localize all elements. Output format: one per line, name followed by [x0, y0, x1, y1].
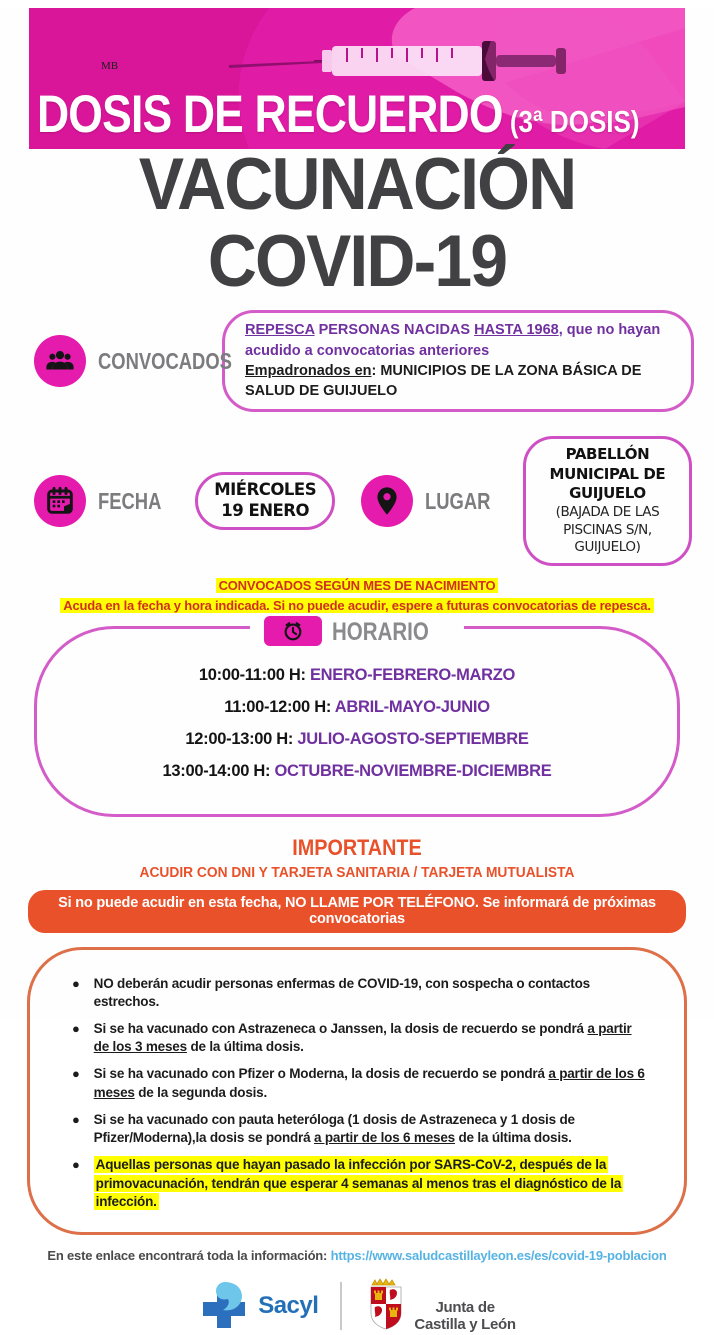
banner-title-main: DOSIS DE RECUERDO: [37, 85, 503, 144]
link-prefix: En este enlace encontrará toda la información:: [47, 1248, 331, 1264]
list-item: [58, 1111, 650, 1147]
horario-heading: [250, 614, 464, 646]
horario-label: HORARIO: [331, 617, 429, 646]
bullet-icon: ●: [72, 1157, 80, 1173]
header-banner: [29, 8, 685, 149]
page-title: VACUNACIÓN COVID-19: [138, 144, 576, 302]
bullet-pre: Si se ha vacunado con Pfizer o Moderna, la dosis de recuerdo se pondrá: [93, 1066, 549, 1082]
footer-logos: [0, 1277, 714, 1335]
info-link-line: [0, 1248, 714, 1263]
schedule-time: 13:00-14:00 H:: [162, 761, 271, 780]
convocados-line2: [245, 361, 673, 402]
empadronados-text: Empadronados en: [245, 362, 372, 379]
schedule-row: [57, 666, 657, 685]
bullet-text: [94, 1156, 650, 1211]
schedule-row: [57, 762, 657, 781]
vaccination-poster: [0, 8, 714, 1333]
list-item: [58, 1156, 650, 1211]
sacyl-logo: [198, 1280, 318, 1332]
sacyl-cross-icon: [198, 1280, 250, 1332]
bullet-text: NO deberán acudir personas enfermas de COVID-19, con sospecha o contactos estrechos.: [93, 975, 590, 1009]
fecha-lugar-section: [34, 436, 692, 565]
bullet-underline: a partir de los 6 meses: [93, 1066, 645, 1100]
bullet-post: de la segunda dosis.: [134, 1084, 268, 1100]
info-link[interactable]: https://www.saludcastillayleon.es/es/covid-19-poblacion: [330, 1248, 667, 1264]
clock-icon: [264, 616, 322, 646]
banner-title: [37, 84, 640, 145]
junta-logo: [364, 1277, 515, 1335]
importante-subtitle: ACUDIR CON DNI Y TARJETA SANITARIA / TARJETA MUTUALISTA: [139, 864, 575, 881]
schedule-row: [57, 730, 657, 749]
bullet-icon: ●: [72, 1021, 80, 1037]
sacyl-label: Sacyl: [258, 1292, 319, 1320]
list-item: [58, 975, 650, 1011]
schedule-months: ENERO-FEBRERO-MARZO: [309, 665, 516, 684]
fecha-heading: [34, 475, 177, 527]
bullet-text: [94, 1111, 650, 1147]
bullet-text: [94, 1065, 650, 1101]
lugar-heading: [361, 475, 507, 527]
schedule-months: ABRIL-MAYO-JUNIO: [334, 697, 490, 716]
bullet-underline: a partir de los 6 meses: [313, 1130, 455, 1146]
date-day: MIÉRCOLES: [214, 480, 317, 500]
schedule-months: JULIO-AGOSTO-SEPTIEMBRE: [297, 729, 529, 748]
birth-month-notice: [0, 576, 714, 616]
schedule-time: 10:00-11:00 H:: [198, 665, 306, 684]
place-box: [523, 436, 692, 565]
importante-title: IMPORTANTE: [292, 834, 422, 860]
bullet-underline: a partir de los 3 meses: [93, 1021, 632, 1055]
bullet-text: [94, 1020, 650, 1056]
convocados-section: [34, 310, 694, 412]
bullet-pre: Si se ha vacunado con Astrazeneca o Janssen, la dosis de recuerdo se pondrá: [93, 1021, 588, 1037]
convocados-box: [222, 310, 694, 412]
junta-label: [414, 1300, 515, 1333]
junta-shield-icon: [364, 1277, 408, 1335]
schedule-months: OCTUBRE-NOVIEMBRE-DICIEMBRE: [274, 761, 552, 780]
place-address-1: (BAJADA DE LAS PISCINAS S/N,: [555, 503, 660, 538]
schedule-time: 11:00-12:00 H:: [224, 697, 332, 716]
place-name: PABELLÓN MUNICIPAL DE GUIJUELO: [549, 445, 666, 503]
notice-line-1: CONVOCADOS SEGÚN MES DE NACIMIENTO: [216, 578, 499, 593]
line2-rest: : MUNICIPIOS DE LA ZONA BÁSICA DE SALUD DE GUIJUELO: [245, 362, 642, 400]
lugar-label: LUGAR: [425, 487, 491, 514]
bullet-icon: ●: [72, 975, 80, 991]
bullet-icon: ●: [72, 1066, 80, 1082]
calendar-icon: [34, 475, 86, 527]
notice-line-2: Acuda en la fecha y hora indicada. Si no puede acudir, espere a futuras convocatorias de repesca.: [60, 598, 653, 613]
banner-title-suffix: (3ª DOSIS): [502, 104, 640, 139]
schedule-box: [34, 626, 680, 817]
people-icon: [34, 335, 86, 387]
junta-line-1: Junta de: [435, 1299, 495, 1317]
date-value: 19 ENERO: [221, 501, 310, 521]
schedule-time: 12:00-13:00 H:: [185, 729, 294, 748]
conditions-box: [27, 947, 687, 1235]
place-address-2: GUIJUELO): [574, 539, 641, 556]
highlighted-warning: Aquellas personas que hayan pasado la infección por SARS-CoV-2, después de la primovacunación, tendrán que esperar 4 semanas al menos tras el diagnóstico de la infección.: [95, 1157, 622, 1209]
line1-mid: PERSONAS NACIDAS: [314, 322, 475, 339]
bullet-post: de la última dosis.: [454, 1130, 572, 1146]
repesca-text: REPESCA: [245, 322, 315, 339]
date-box: [195, 472, 335, 529]
line1-rest: , que no hayan acudido a convocatorias anteriores: [245, 322, 661, 359]
pin-icon: [361, 475, 413, 527]
bullet-pre: Si se ha vacunado con pauta heteróloga (1 dosis de Astrazeneca y 1 dosis de Pfizer/Moderna),la dosis se pondrá: [93, 1111, 575, 1146]
hasta-1968-text: HASTA 1968: [474, 322, 559, 339]
bullet-post: de la última dosis.: [186, 1039, 304, 1055]
convocados-heading: [34, 335, 232, 387]
convocados-label: CONVOCADOS: [98, 347, 232, 374]
watermark-initials: MB: [101, 60, 119, 72]
schedule-row: [57, 698, 657, 717]
fecha-label: FECHA: [98, 487, 162, 514]
logo-divider: [340, 1282, 342, 1330]
list-item: [58, 1065, 650, 1101]
junta-line-2: Castilla y León: [414, 1315, 516, 1333]
list-item: [58, 1020, 650, 1056]
convocados-line1: [245, 320, 673, 361]
horario-section: [34, 617, 680, 817]
no-llame-banner: Si no puede acudir en esta fecha, NO LLAME POR TELÉFONO. Se informará de próximas convocatorias: [28, 890, 686, 933]
bullet-icon: ●: [72, 1111, 80, 1127]
